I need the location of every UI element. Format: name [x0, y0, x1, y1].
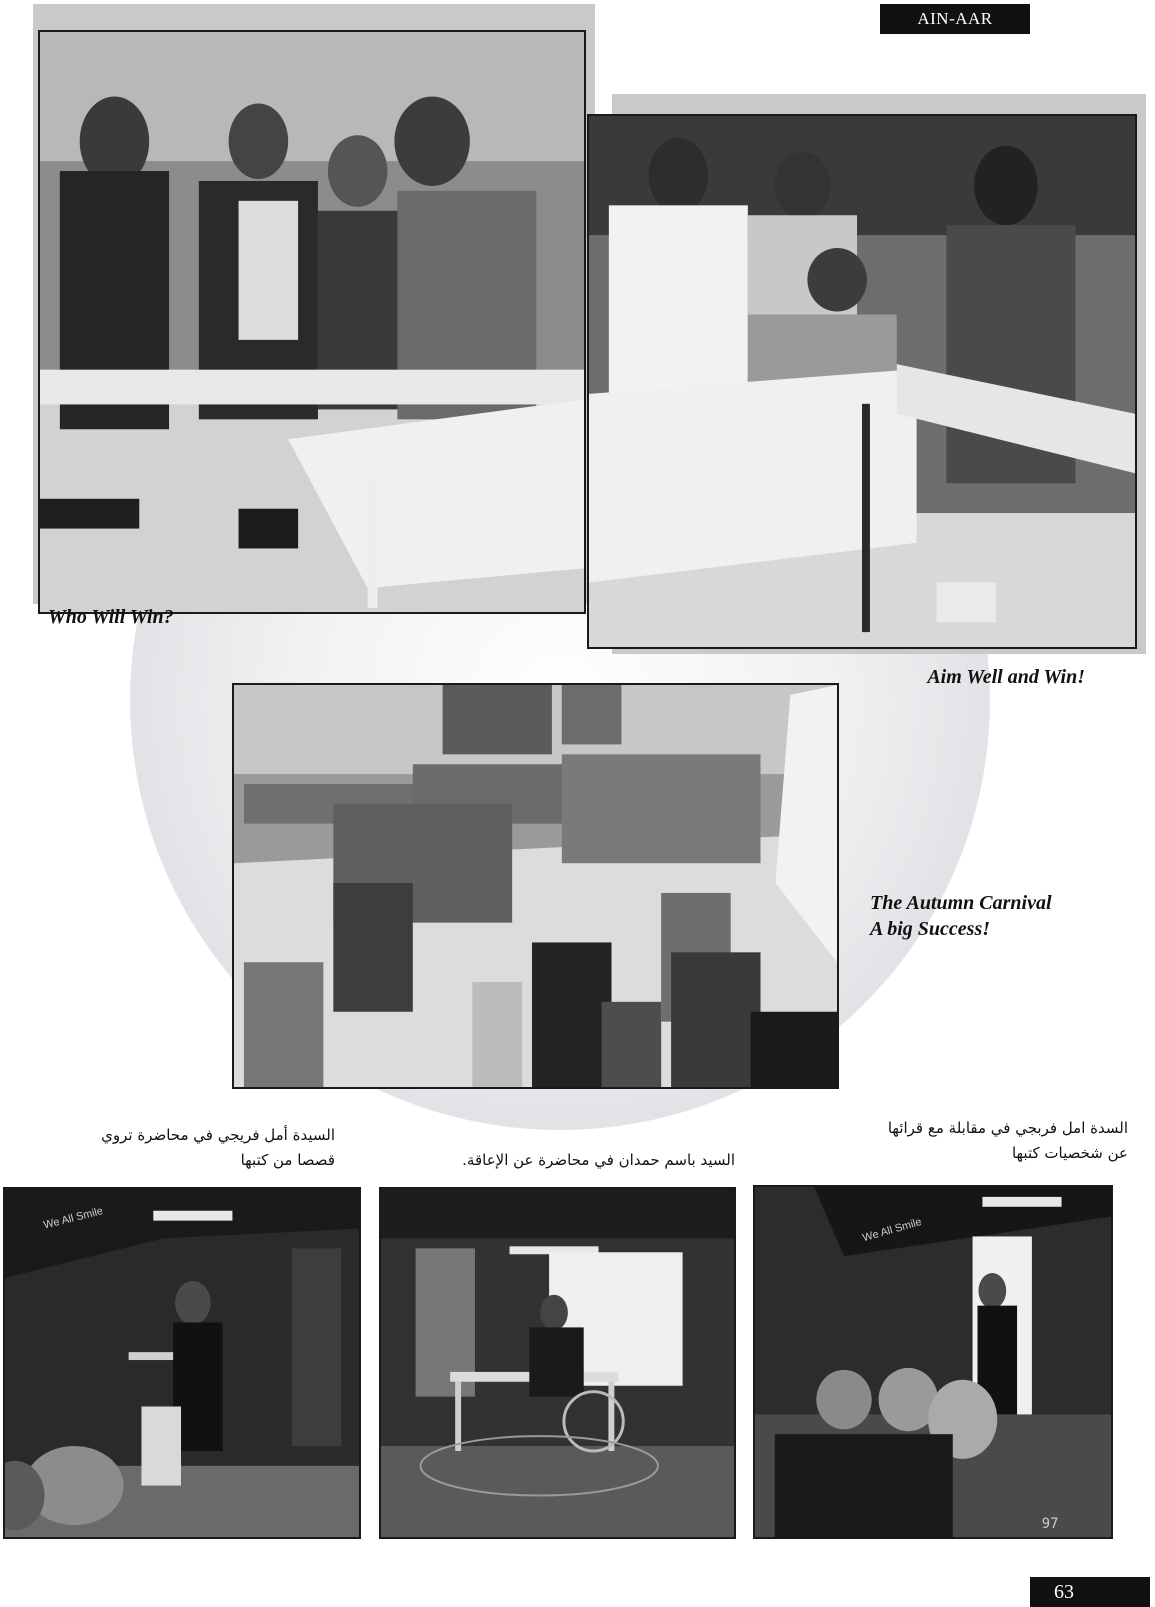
- page-number: 63: [1030, 1577, 1150, 1607]
- banner-text: We All Smile: [42, 1205, 105, 1232]
- arabic-caption-right-line2: عن شخصيات كتبها: [1011, 1144, 1128, 1162]
- caption-carnival-line2: A big Success!: [870, 918, 991, 940]
- photo-autumn-carnival-hall: [232, 683, 839, 1089]
- arabic-caption-left-line2: قصصا من كتبها: [240, 1151, 335, 1169]
- banner-text: We All Smile: [861, 1215, 924, 1245]
- arabic-caption-right-line1: السدة امل فربجي في مقابلة مع قرائها: [887, 1119, 1128, 1137]
- caption-who-will-win: Who Will Win?: [48, 606, 174, 628]
- arabic-caption-left-line1: السيدة أمل فريجي في محاضرة تروي: [101, 1126, 335, 1144]
- photo-lecture-storytelling: [3, 1187, 361, 1539]
- photo-lecture-disability: [379, 1187, 736, 1539]
- section-tag: AIN-AAR: [880, 4, 1030, 34]
- photo-kids-game-table: [38, 30, 586, 614]
- photo-kids-aiming: [587, 114, 1137, 649]
- date-stamp: 97: [1041, 1516, 1059, 1533]
- photo-interview-readers: [753, 1185, 1113, 1539]
- caption-aim-well: Aim Well and Win!: [927, 666, 1085, 688]
- caption-carnival-line1: The Autumn Carnival: [870, 892, 1052, 914]
- arabic-caption-center: السيد باسم حمدان في محاضرة عن الإعاقة.: [462, 1151, 735, 1169]
